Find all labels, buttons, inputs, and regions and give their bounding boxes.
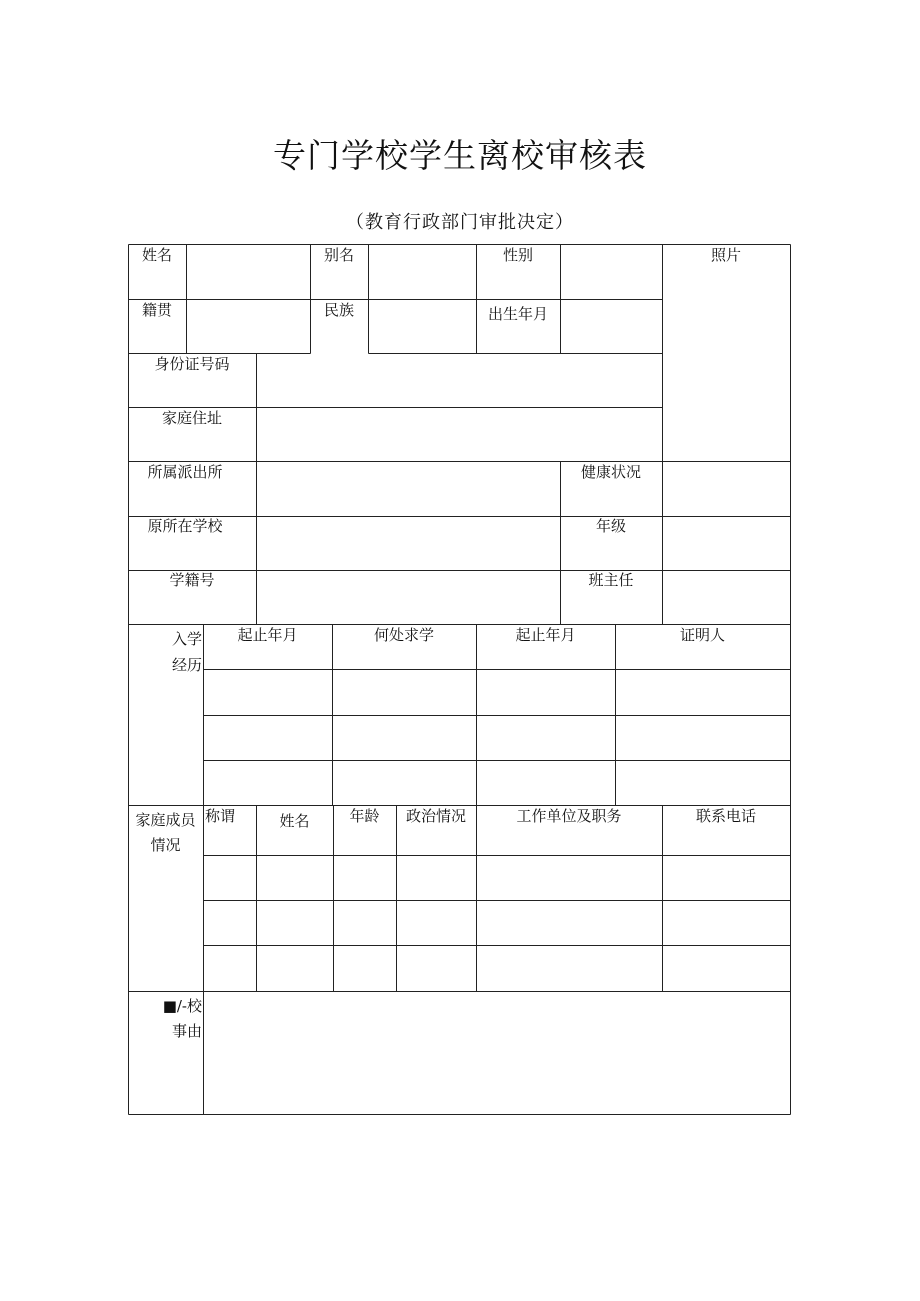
education-header-period-2: 起止年月	[515, 626, 576, 644]
gender-field[interactable]	[561, 245, 662, 299]
label-alias: 别名	[323, 246, 354, 264]
original-school-field[interactable]	[257, 517, 560, 570]
family-header-political: 政治情况	[405, 807, 466, 825]
native-place-field[interactable]	[187, 300, 310, 353]
label-leave-reason-line1: ■/-校	[162, 997, 202, 1015]
label-education-line1: 入学	[171, 630, 202, 648]
label-head-teacher: 班主任	[588, 571, 634, 589]
family-header-employer: 工作单位及职务	[516, 807, 622, 825]
label-police-station: 所属派出所	[147, 463, 223, 481]
label-student-number: 学籍号	[169, 571, 215, 589]
birth-date-field[interactable]	[561, 300, 662, 353]
education-header-period-1: 起止年月	[237, 626, 298, 644]
family-header-relation: 称谓	[205, 807, 236, 825]
label-original-school: 原所在学校	[147, 517, 223, 535]
family-header-phone: 联系电话	[695, 807, 756, 825]
education-entries[interactable]	[204, 670, 790, 805]
page-title: 专门学校学生离校审核表	[273, 136, 647, 175]
label-education-line2: 经历	[171, 656, 202, 674]
education-header-witness: 证明人	[679, 626, 725, 644]
health-field[interactable]	[663, 462, 790, 516]
label-leave-reason-line2: 事由	[171, 1022, 202, 1040]
home-address-field[interactable]	[257, 408, 662, 461]
police-station-field[interactable]	[257, 462, 560, 516]
label-home-address: 家庭住址	[161, 409, 222, 427]
label-grade: 年级	[595, 517, 626, 535]
alias-field[interactable]	[369, 245, 476, 299]
page-subtitle: （教育行政部门审批决定）	[346, 212, 574, 233]
label-gender: 性别	[502, 246, 533, 264]
label-id-number: 身份证号码	[154, 355, 230, 373]
head-teacher-field[interactable]	[663, 571, 790, 624]
id-number-field[interactable]	[257, 354, 662, 407]
student-number-field[interactable]	[257, 571, 560, 624]
label-native-place: 籍贯	[141, 301, 172, 319]
label-family-line1: 家庭成员	[135, 811, 196, 829]
label-photo: 照片	[710, 246, 741, 264]
family-entries[interactable]	[204, 856, 790, 991]
name-field[interactable]	[187, 245, 310, 299]
label-name: 姓名	[141, 246, 172, 264]
leave-reason-field[interactable]	[204, 992, 790, 1114]
ethnicity-field[interactable]	[369, 300, 476, 353]
family-header-age: 年龄	[349, 807, 380, 825]
label-health: 健康状况	[580, 463, 641, 481]
label-birth-date: 出生年月	[487, 305, 548, 323]
family-header-name: 姓名	[279, 812, 310, 830]
education-header-school: 何处求学	[373, 626, 434, 644]
label-ethnicity: 民族	[323, 301, 354, 319]
label-family-line2: 情况	[150, 836, 181, 854]
photo-area[interactable]	[663, 270, 790, 460]
grade-field[interactable]	[663, 517, 790, 570]
